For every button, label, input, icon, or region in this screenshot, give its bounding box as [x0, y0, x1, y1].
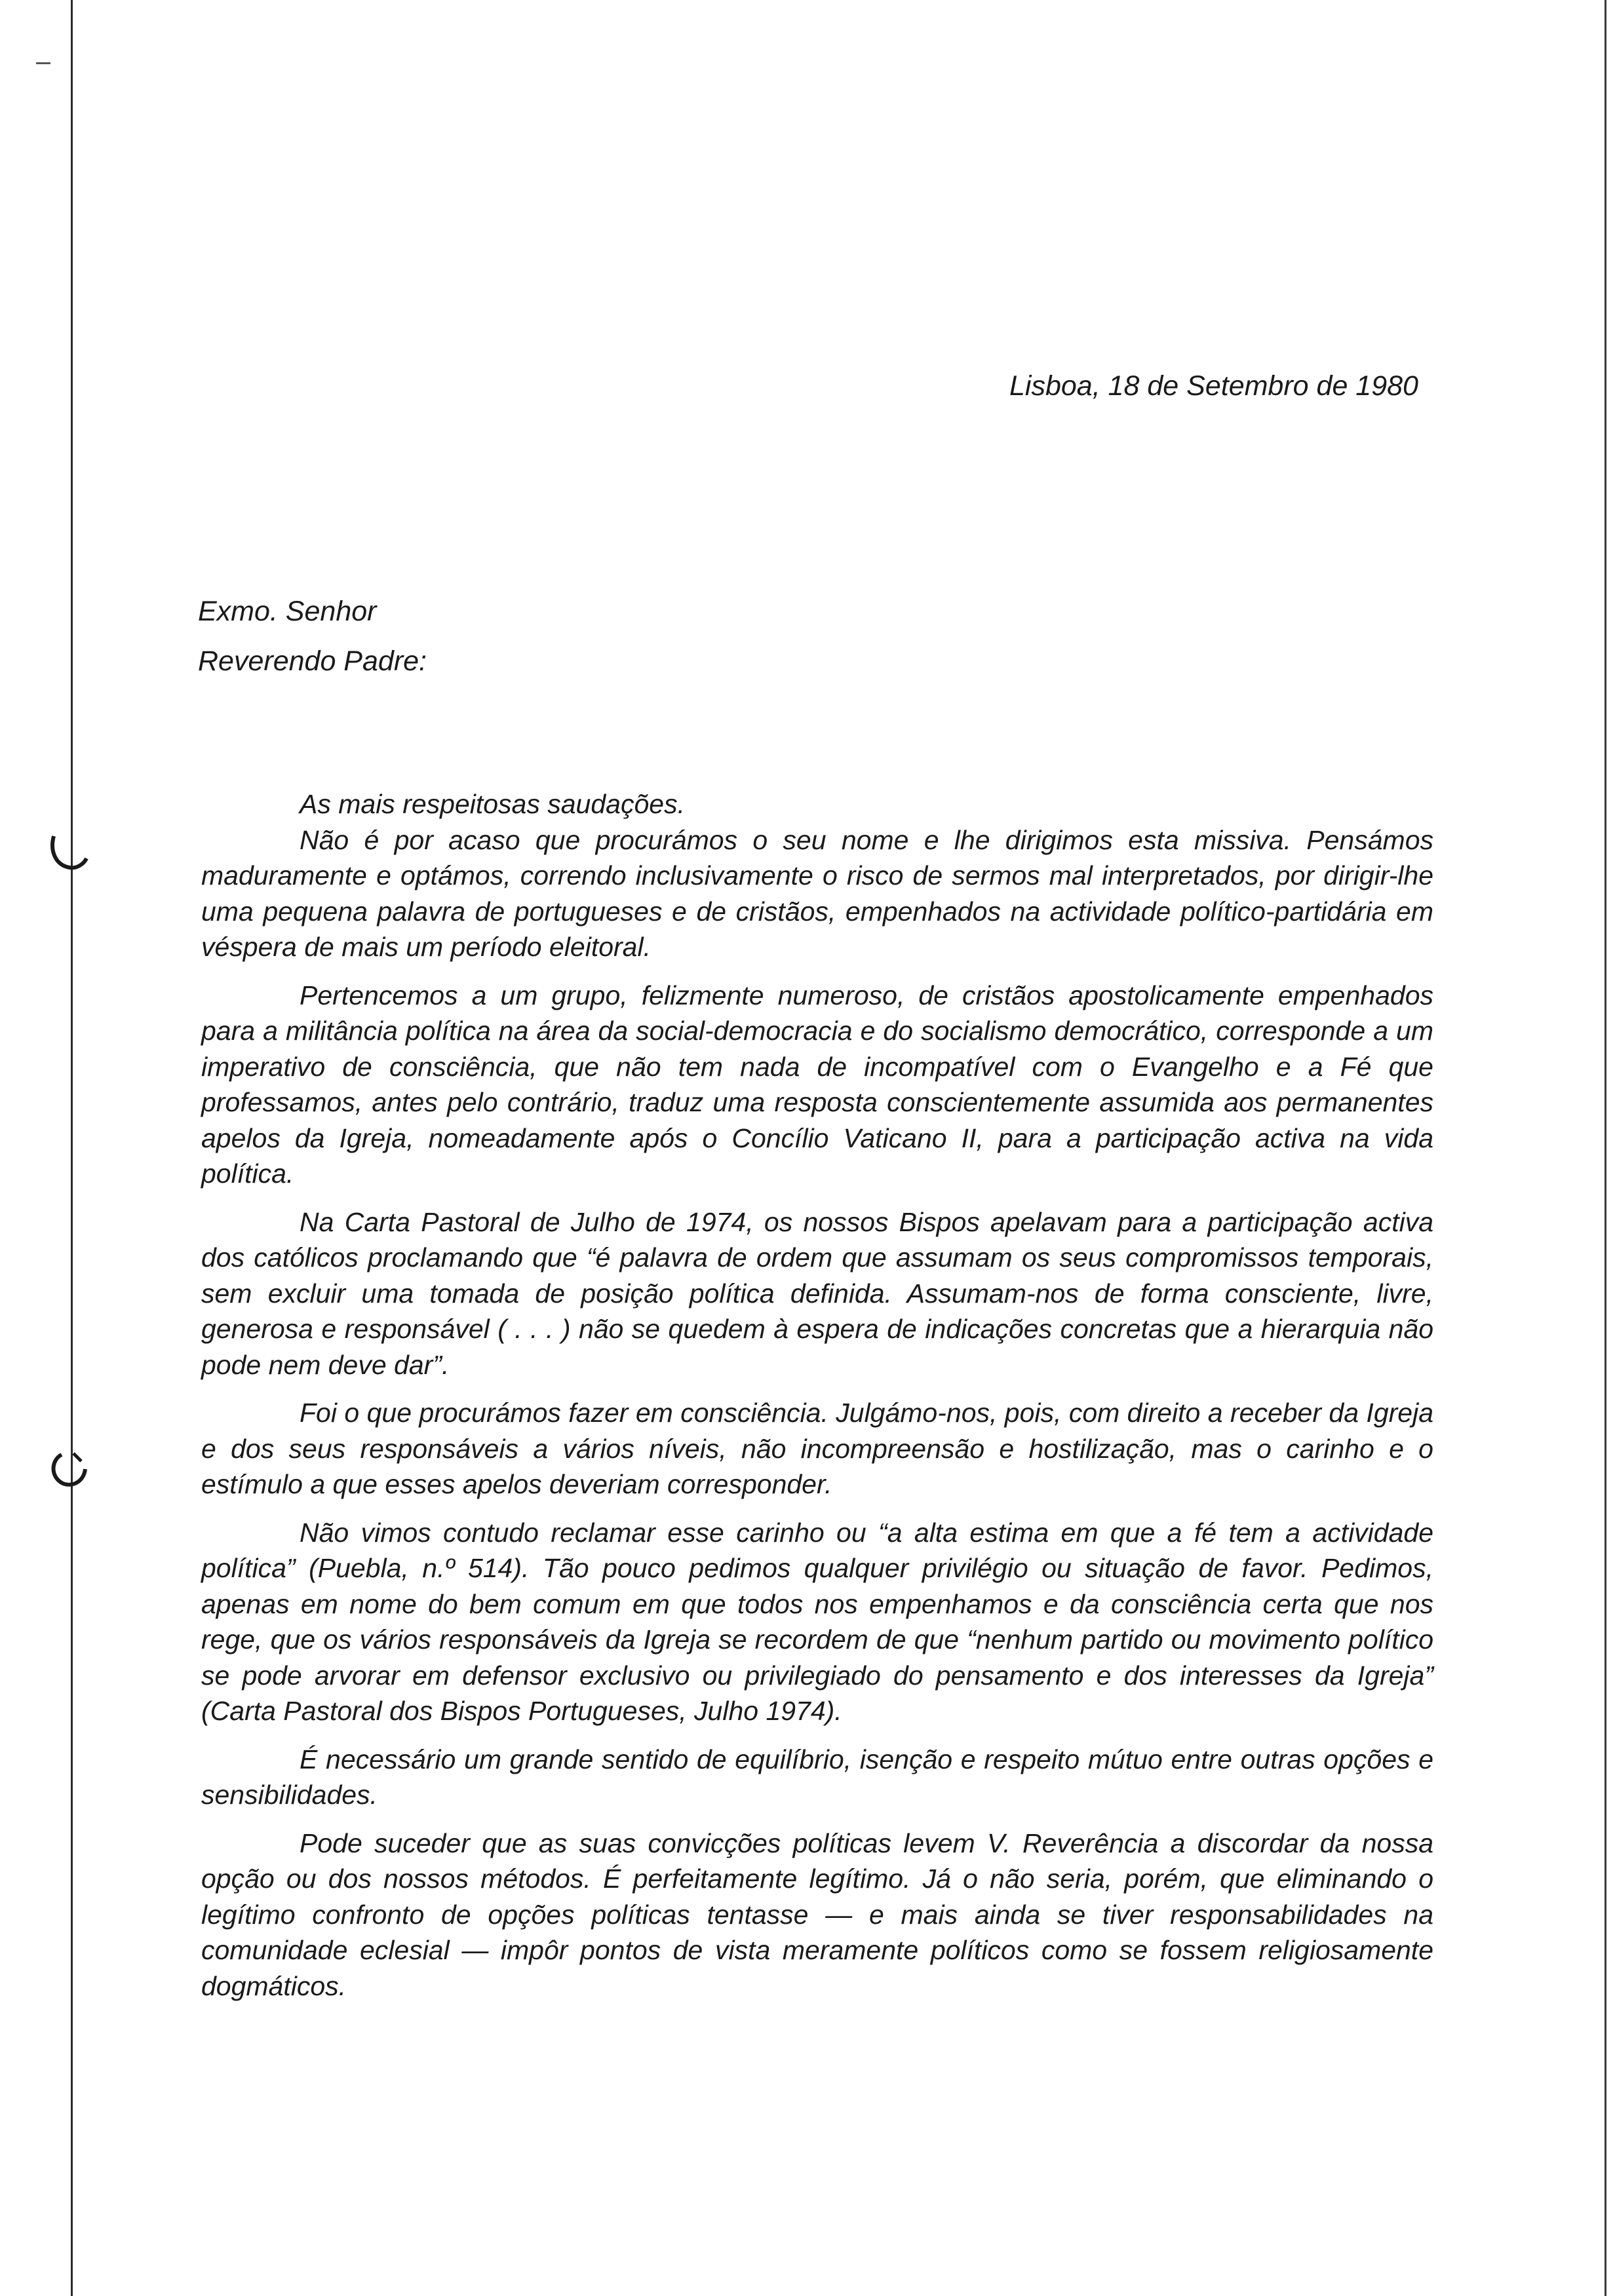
body-paragraph: Foi o que procurámos fazer em consciência. Julgámo-nos, pois, com direito a receber da Igreja e dos seus responsáveis a vários níveis, não incompreensão e hostilização, mas o carinho e o estímulo a que esses apelos deveriam corresponder.	[201, 1398, 1433, 1499]
addressee-line: Exmo. Senhor	[198, 596, 377, 627]
body-paragraph: Não é por acaso que procurámos o seu nome e lhe dirigimos esta missiva. Pensámos maduramente e optámos, correndo inclusivamente o risco de sermos mal interpretados, por dirigir-lhe uma pequena palavra de portugueses e de cristãos, empenhados na actividade político-partidária em véspera de mais um período eleitoral.	[201, 824, 1433, 962]
letter-body	[201, 786, 1433, 2016]
addressee-line: Reverendo Padre:	[198, 645, 427, 677]
addressee-block	[198, 586, 427, 686]
body-paragraph: Pertencemos a um grupo, felizmente numeroso, de cristãos apostolicamente empenhados para a militância política na área da social-democracia e do socialismo democrático, corresponde a um imperativo de consciência, que não tem nada de incompatível com o Evangelho e a Fé que professamos, antes pelo contrário, traduz uma resposta conscientemente assumida aos permanentes apelos da Igreja, nomeadamente após o Concílio Vaticano II, para a participação activa na vida política.	[201, 980, 1433, 1189]
scan-edge-left	[71, 0, 73, 2296]
body-paragraph: Não vimos contudo reclamar esse carinho ou “a alta estima em que a fé tem a actividade política” (Puebla, n.º 514). Tão pouco pedimos qualquer privilégio ou situação de favor. Pedimos, apenas em nome do bem comum em que todos nos empenhamos e da consciência certa que nos rege, que os vários responsáveis da Igreja se recordem de que “nenhum partido ou movimento político se pode arvorar em defensor exclusivo ou privilegiado do pensamento e dos interesses da Igreja” (Carta Pastoral dos Bispos Portugueses, Julho 1974).	[201, 1517, 1433, 1726]
body-paragraph: Na Carta Pastoral de Julho de 1974, os nossos Bispos apelavam para a participação activa dos católicos proclamando que “é palavra de ordem que assumam os seus compromissos temporais, sem excluir uma tomada de posição política definida. Assumam-nos de forma consciente, livre, generosa e responsável ( . . . ) não se quedem à espera de indicações concretas que a hierarquia não pode nem deve dar”.	[201, 1206, 1433, 1380]
body-paragraph: Pode suceder que as suas convicções políticas levem V. Reverência a discordar da nossa opção ou dos nossos métodos. É perfeitamente legítimo. Já o não seria, porém, que eliminando o legítimo confronto de opções políticas tentasse — e mais ainda se tiver responsabilidades na comunidade eclesial — impôr pontos de vista meramente políticos como se fossem religiosamente dogmáticos.	[201, 1827, 1433, 2001]
letter-date: Lisboa, 18 de Setembro de 1980	[1009, 370, 1418, 402]
scan-edge-right	[1605, 0, 1606, 2296]
punch-hole-icon	[47, 831, 90, 874]
scan-mark	[36, 62, 50, 64]
greeting-paragraph: As mais respeitosas saudações.	[300, 789, 685, 819]
punch-hole-icon	[47, 1448, 90, 1491]
body-paragraph: É necessário um grande sentido de equilíbrio, isenção e respeito mútuo entre outras opções e sensibilidades.	[201, 1744, 1433, 1810]
